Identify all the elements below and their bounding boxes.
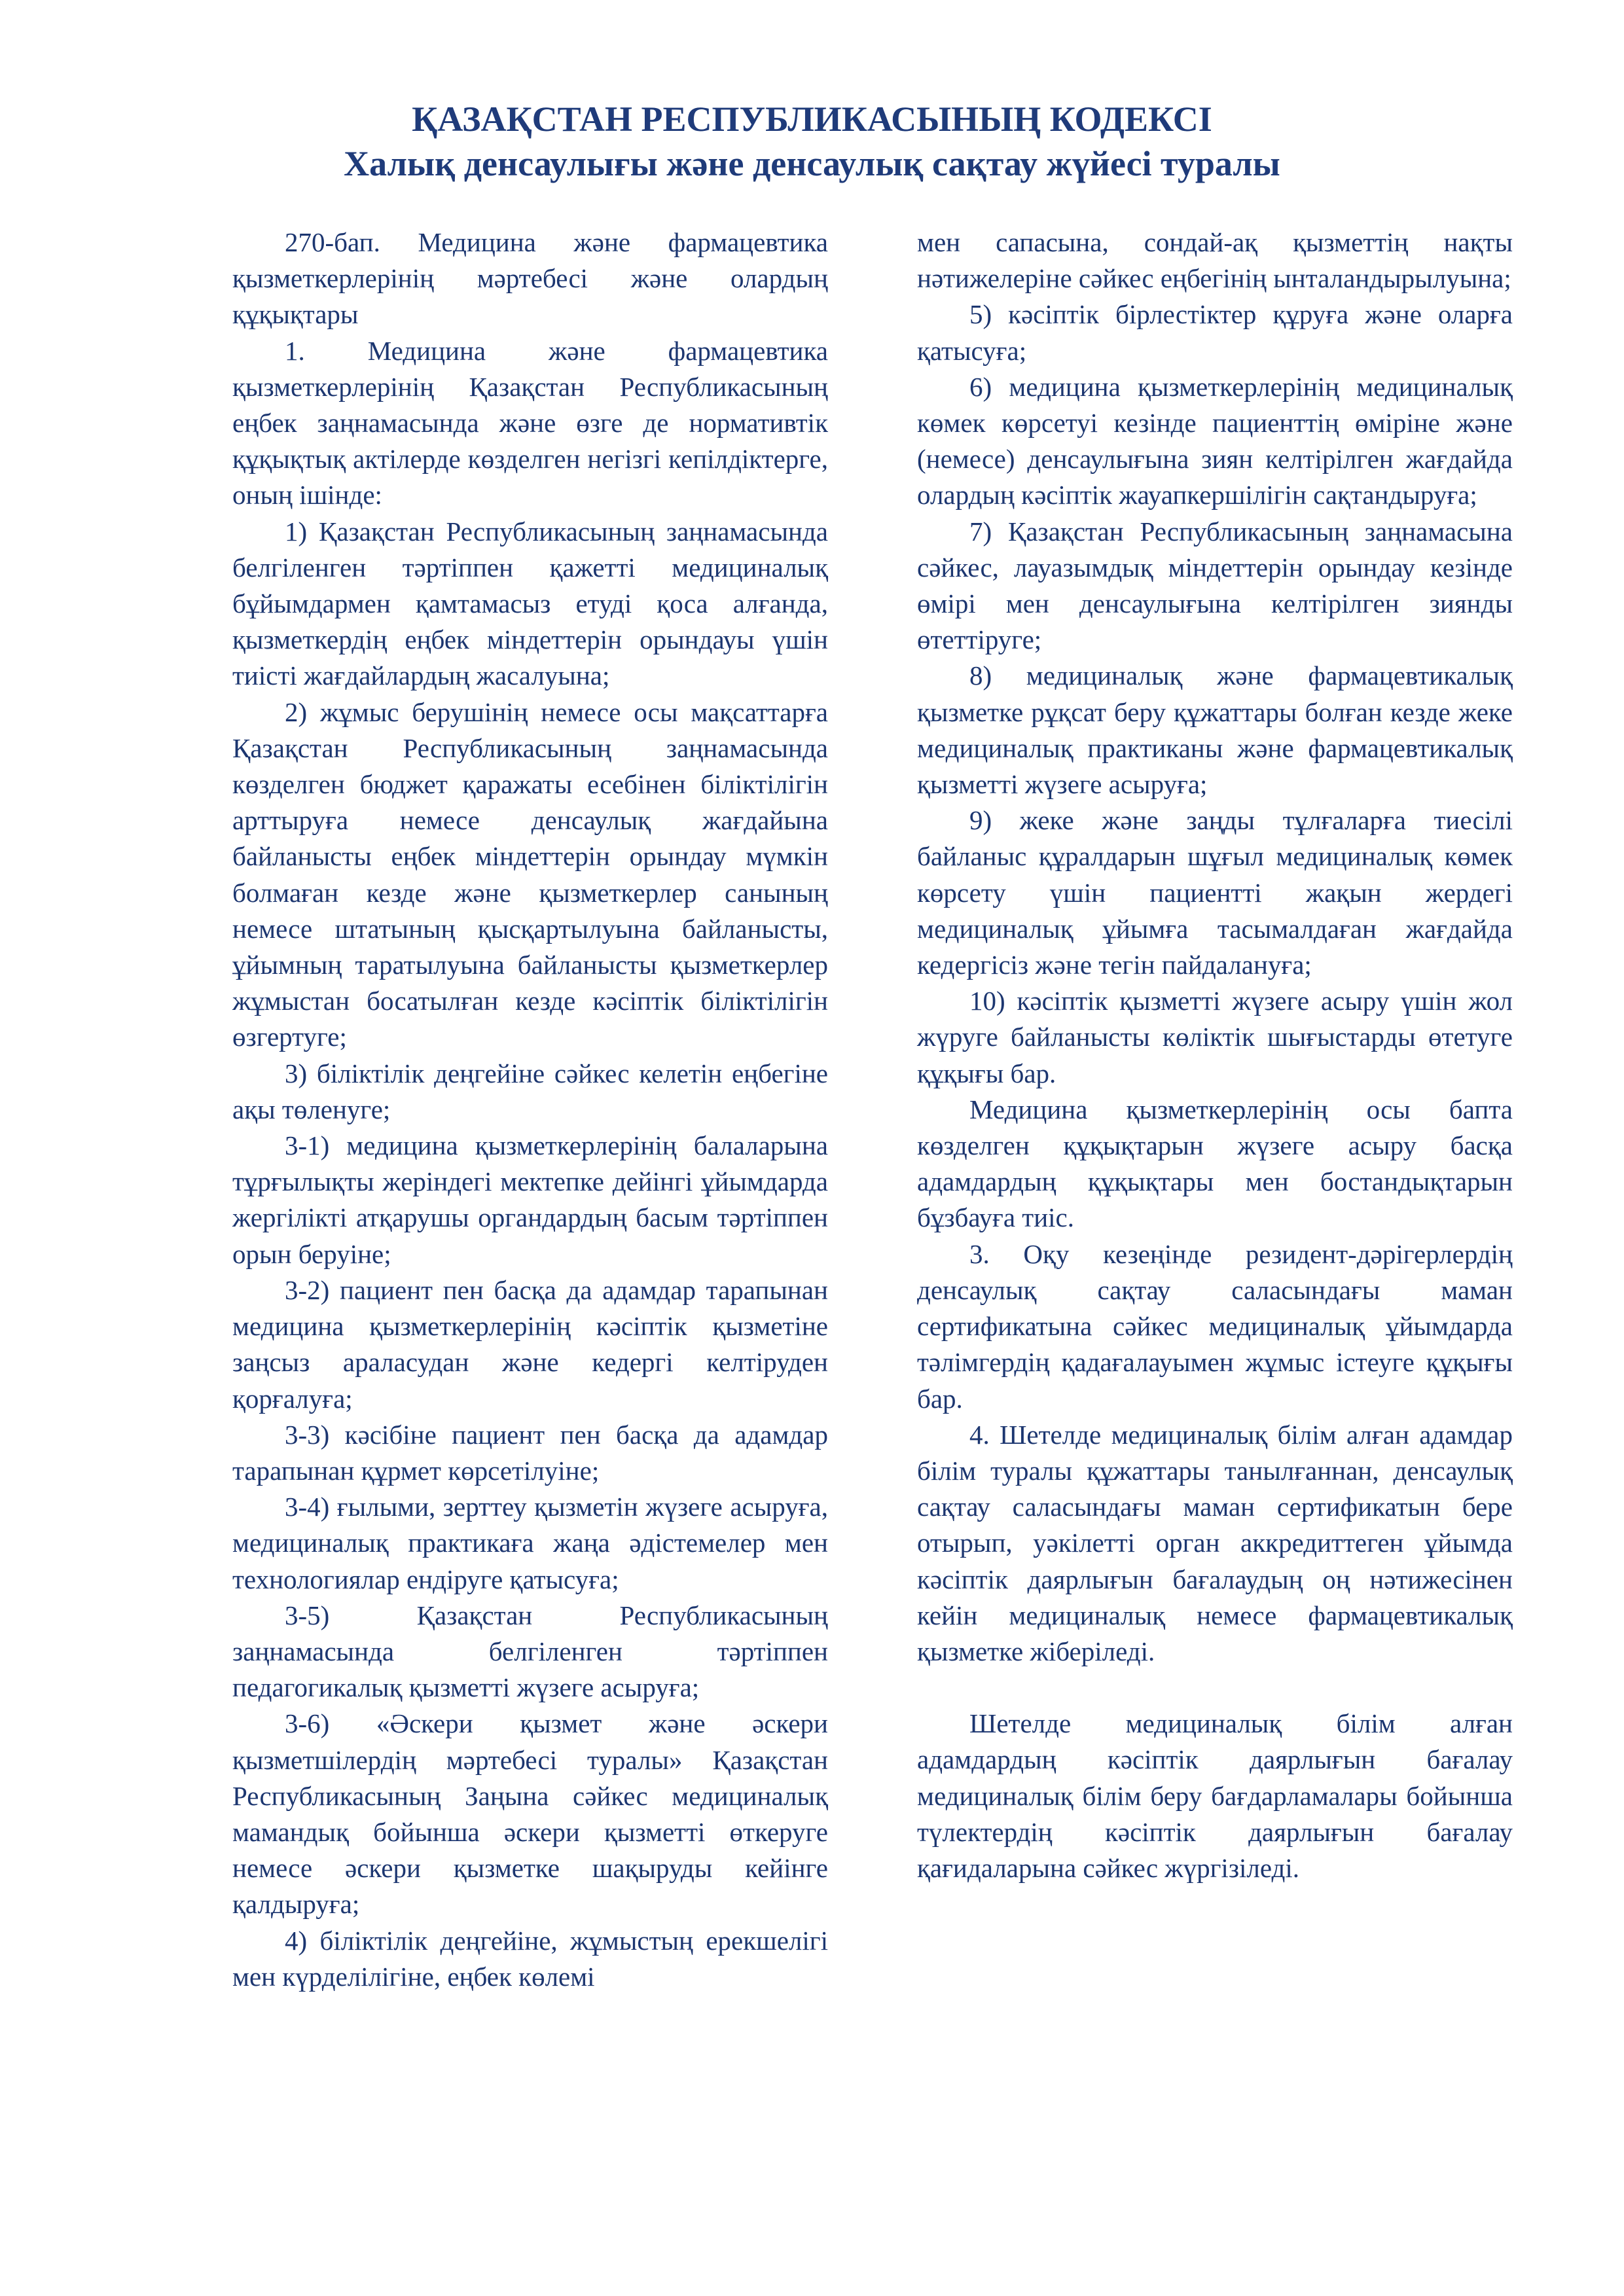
paragraph: 4. Шетелде медициналық білім алған адамдар білім туралы құжаттары танылғаннан, денсаулық сақтау саласындағы маман сертификатын бере отырып, уәкілетті орган аккредиттеген ұйымда кәсіптік даярлығын бағалаудың оң нәтижесінен кейін медициналық немесе фармацевтикалық қызметке жіберіледі. bbox=[917, 1419, 1513, 1666]
list-item: 4) біліктілік деңгейіне, жұмыстың ерекшелігі мен күрделілігіне, еңбек көлемі bbox=[232, 1925, 828, 1992]
left-column bbox=[232, 224, 828, 1995]
list-item: 3-4) ғылыми, зерттеу қызметін жүзеге асыруға, медициналық практикаға жаңа әдістемелер мен технологиялар ендіруге қатысуға; bbox=[232, 1492, 828, 1594]
document-title: ҚАЗАҚСТАН РЕСПУБЛИКАСЫНЫҢ КОДЕКСІ bbox=[412, 99, 1212, 139]
paragraph: Шетелде медициналық білім алған адамдардың кәсіптік даярлығын бағалау медициналық білім беру бағдарламалары бойынша түлектердің кәсіптік даярлығын бағалау қағидаларына сәйкес жүргізіледі. bbox=[917, 1708, 1513, 1883]
paragraph: 1. Медицина және фармацевтика қызметкерлерінің Қазақстан Республикасының еңбек заңнамасында және өзге де нормативтік құқықтық актілерде көзделген негізгі кепілдіктерге, оның ішінде: bbox=[232, 335, 828, 511]
right-column bbox=[917, 224, 1513, 1886]
list-item: 8) медициналық және фармацевтикалық қызметке рұқсат беру құжаттары болған кезде жеке медициналық практиканы және фармацевтикалық қызметті жүзеге асыруға; bbox=[917, 660, 1513, 800]
list-item: 3-1) медицина қызметкерлерінің балаларына тұрғылықты жеріндегі мектепке дейінгі ұйымдарда жергілікті атқарушы органдардың басым тәртіппен орын беруіне; bbox=[232, 1130, 828, 1269]
list-item: 9) жеке және заңды тұлғаларға тиесілі байланыс құралдарын шұғыл медициналық көмек көрсету үшін пациентті жақын жердегі медициналық ұйымға тасымалдаған жағдайда кедергісіз және тегін пайдалануға; bbox=[917, 805, 1513, 980]
list-item: 3-2) пациент пен басқа да адамдар тарапынан медицина қызметкерлерінің кәсіптік қызметіне заңсыз араласудан және кедергі келтіруден қорғалуға; bbox=[232, 1274, 828, 1414]
list-item: 3) біліктілік деңгейіне сәйкес келетін еңбегіне ақы төленуге; bbox=[232, 1058, 828, 1124]
list-item-continuation: мен сапасына, сондай-ақ қызметтің нақты нәтижелеріне сәйкес еңбегінің ынталандырылуына; bbox=[917, 227, 1513, 294]
article-heading: 270-бап. Медицина және фармацевтика қызметкерлерінің мәртебесі және олардың құқықтары bbox=[232, 227, 828, 330]
list-item: 1) Қазақстан Республикасының заңнамасында белгіленген тәртіппен қажетті медициналық бұйымдармен қамтамасыз етуді қоса алғанда, қызметкердің еңбек міндеттерін орындауы үшін тиісті жағдайлардың жасалуына; bbox=[232, 516, 828, 691]
list-item: 3-3) кәсібіне пациент пен басқа да адамдар тарапынан құрмет көрсетілуіне; bbox=[232, 1419, 828, 1486]
list-item: 2) жұмыс берушінің немесе осы мақсаттарға Қазақстан Республикасының заңнамасында көзделген бюджет қаражаты есебінен біліктілігін арттыруға немесе денсаулық жағдайына байланысты еңбек міндеттерін орындау мүмкін болмаған кезде және қызметкерлер санының немесе штатының қысқартылуына байланысты, ұйымның таратылуына байланысты қызметкерлер жұмыстан босатылған кезде кәсіптік біліктілігін өзгертуге; bbox=[232, 696, 828, 1052]
list-item: 3-6) «Әскери қызмет және әскери қызметшілердің мәртебесі туралы» Қазақстан Республикасының Заңына сәйкес медициналық мамандық бойынша әскери қызметті өткеруге немесе әскери қызметке шақыруды кейінге қалдыруға; bbox=[232, 1708, 828, 1920]
list-item: 10) кәсіптік қызметті жүзеге асыру үшін жол жүруге байланысты көліктік шығыстарды өтетуге құқығы бар. bbox=[917, 986, 1513, 1088]
list-item: 5) кәсіптік бірлестіктер құруға және оларға қатысуға; bbox=[917, 299, 1513, 366]
document-subtitle: Халық денсаулығы және денсаулық сақтау жүйесі туралы bbox=[344, 144, 1280, 183]
list-item: 6) медицина қызметкерлерінің медициналық көмек көрсетуі кезінде пациенттің өміріне және (немесе) денсаулығына зиян келтірілген жағдайда олардың кәсіптік жауапкершілігін сақтандыруға; bbox=[917, 371, 1513, 511]
document-header bbox=[0, 97, 1624, 186]
list-item: 7) Қазақстан Республикасының заңнамасына сәйкес, лауазымдық міндеттерін орындау кезінде өмірі мен денсаулығына келтірілген зиянды өтеттіруге; bbox=[917, 516, 1513, 655]
paragraph: Медицина қызметкерлерінің осы бапта көзделген құқықтарын жүзеге асыру басқа адамдардың құқықтары мен бостандықтарын бұзбауға тиіс. bbox=[917, 1094, 1513, 1233]
paragraph: 3. Оқу кезеңінде резидент-дәрігерлердің денсаулық сақтау саласындағы маман сертификатына сәйкес медициналық ұйымдарда тәлімгердің қадағалауымен жұмыс істеуге құқығы бар. bbox=[917, 1238, 1513, 1414]
list-item: 3-5) Қазақстан Республикасының заңнамасында белгіленген тәртіппен педагогикалық қызметті жүзеге асыруға; bbox=[232, 1600, 828, 1703]
